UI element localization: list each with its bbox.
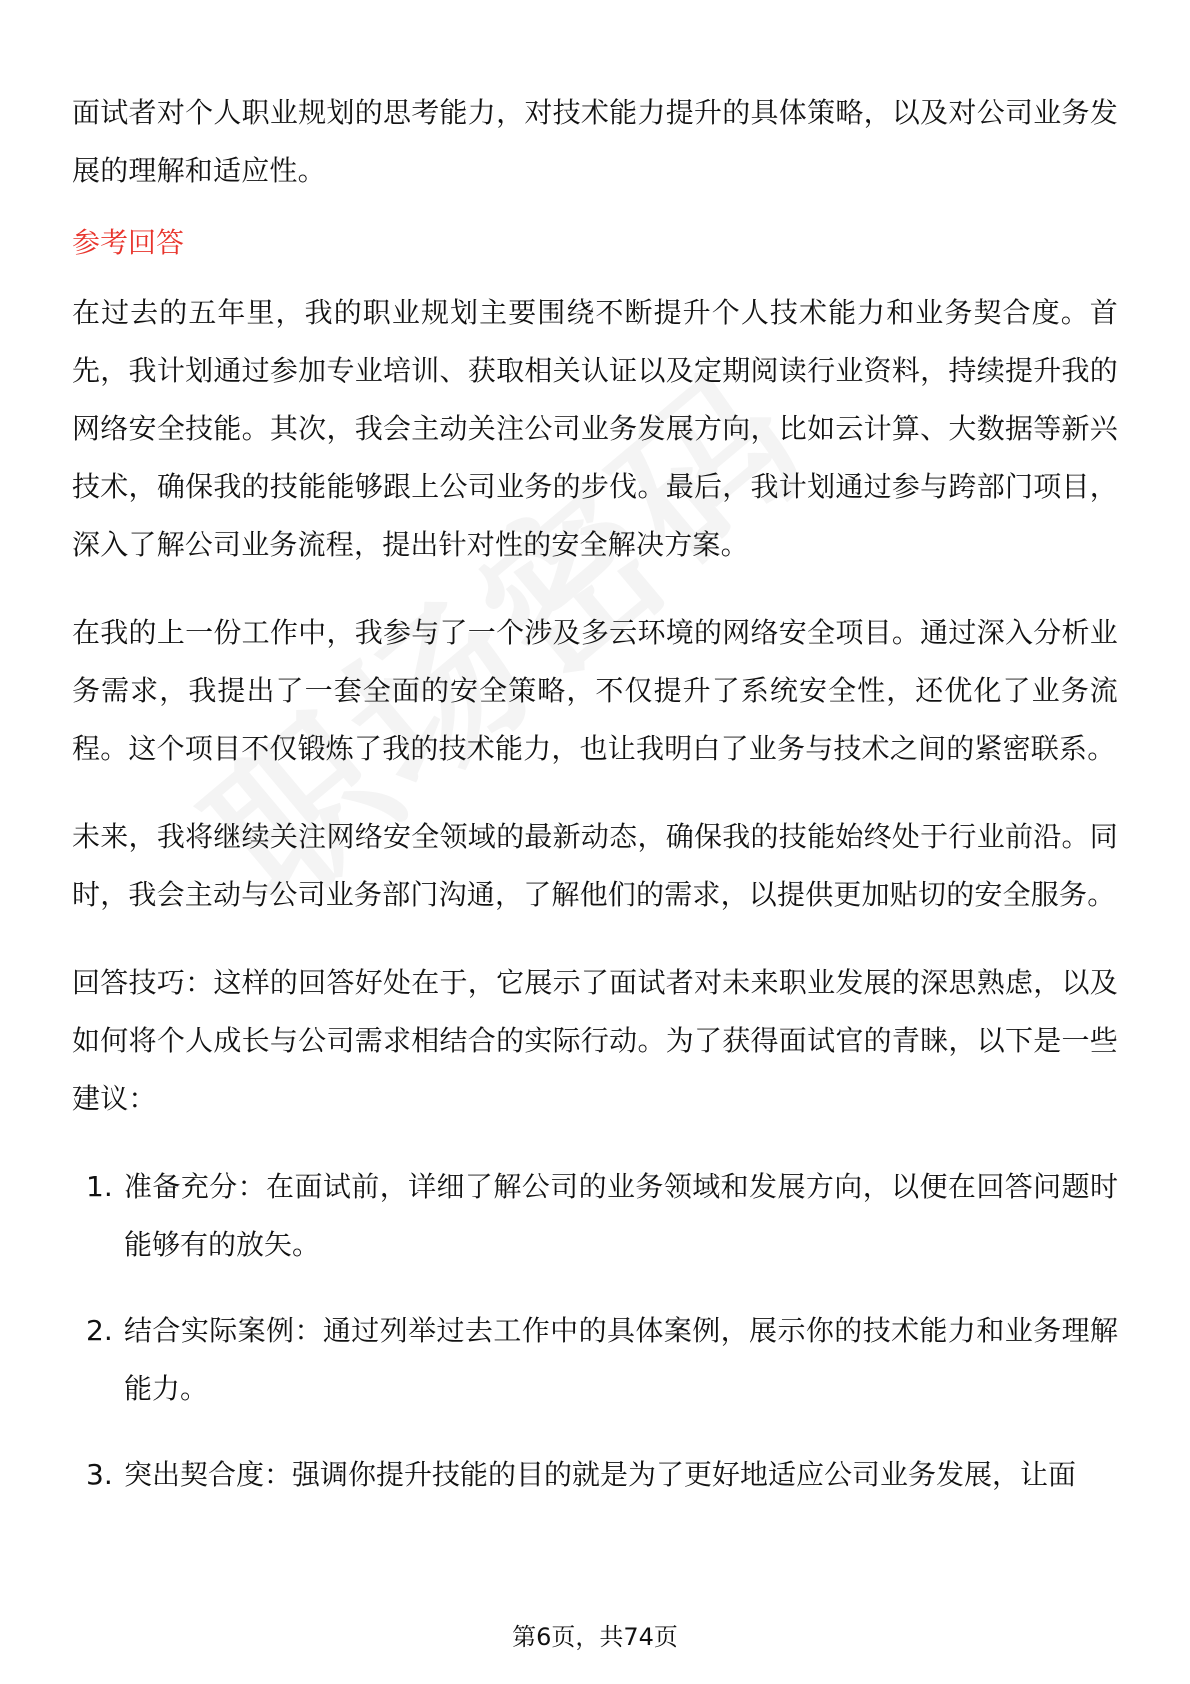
tips-list	[72, 1158, 1118, 1504]
list-item	[72, 1446, 1118, 1504]
page-number-footer: 第6页，共74页	[512, 1623, 678, 1651]
list-item-text: 突出契合度：强调你提升技能的目的就是为了更好地适应公司业务发展，让面	[124, 1458, 1077, 1491]
list-item-text: 准备充分：在面试前，详细了解公司的业务领域和发展方向，以便在回答问题时能够有的放矢。	[124, 1170, 1118, 1261]
document-body	[72, 84, 1118, 1532]
list-item-number: 2.	[86, 1314, 113, 1347]
list-item-text: 结合实际案例：通过列举过去工作中的具体案例，展示你的技术能力和业务理解能力。	[124, 1314, 1118, 1405]
intro-paragraph: 面试者对个人职业规划的思考能力，对技术能力提升的具体策略，以及对公司业务发展的理解和适应性。	[72, 96, 1118, 187]
answer-paragraph-1: 在过去的五年里，我的职业规划主要围绕不断提升个人技术能力和业务契合度。首先，我计划通过参加专业培训、获取相关认证以及定期阅读行业资料，持续提升我的网络安全技能。其次，我会主动关注公司业务发展方向，比如云计算、大数据等新兴技术，确保我的技能能够跟上公司业务的步伐。最后，我计划通过参与跨部门项目，深入了解公司业务流程，提出针对性的安全解决方案。	[72, 296, 1118, 561]
list-item-number: 3.	[86, 1458, 113, 1491]
section-heading-reference-answer: 参考回答	[72, 226, 185, 259]
list-item	[72, 1302, 1118, 1418]
answer-paragraph-3: 未来，我将继续关注网络安全领域的最新动态，确保我的技能始终处于行业前沿。同时，我会主动与公司业务部门沟通，了解他们的需求，以提供更加贴切的安全服务。	[72, 820, 1118, 911]
list-item-number: 1.	[86, 1170, 113, 1203]
answer-tips-paragraph: 回答技巧：这样的回答好处在于，它展示了面试者对未来职业发展的深思熟虑，以及如何将个人成长与公司需求相结合的实际行动。为了获得面试官的青睐，以下是一些建议：	[72, 966, 1118, 1115]
list-item	[72, 1158, 1118, 1274]
answer-paragraph-2: 在我的上一份工作中，我参与了一个涉及多云环境的网络安全项目。通过深入分析业务需求，我提出了一套全面的安全策略，不仅提升了系统安全性，还优化了业务流程。这个项目不仅锻炼了我的技术能力，也让我明白了业务与技术之间的紧密联系。	[72, 616, 1118, 765]
